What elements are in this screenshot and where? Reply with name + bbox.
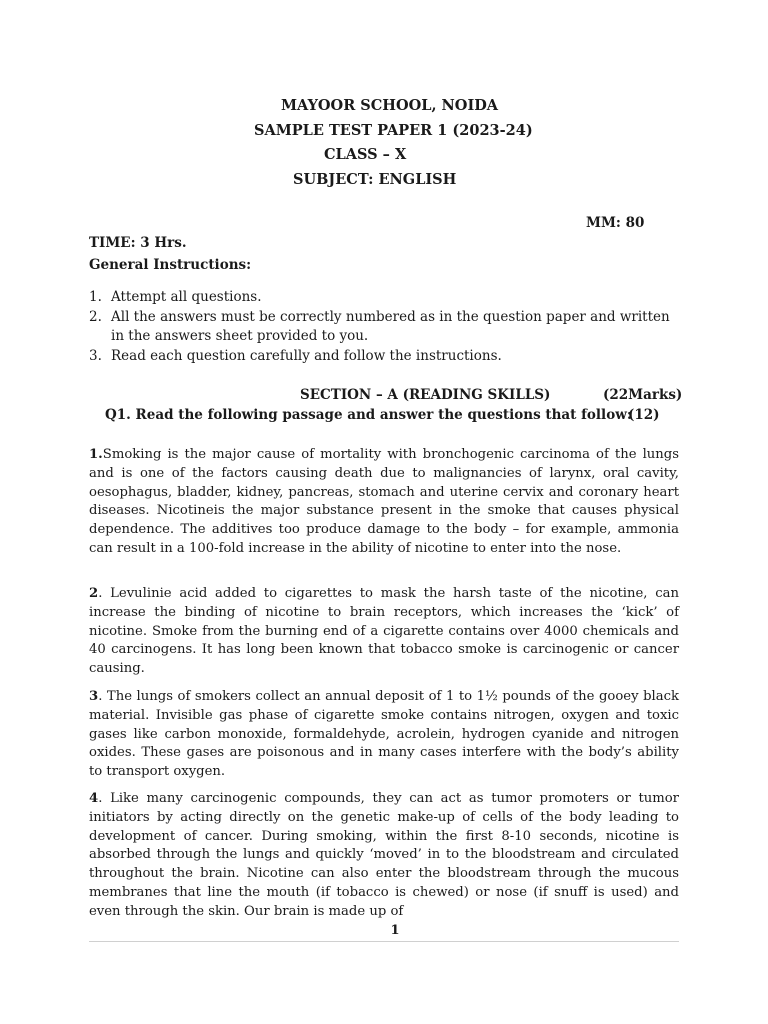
paper-title: SAMPLE TEST PAPER 1 (2023-24) — [254, 122, 533, 139]
paragraph-number: 3 — [89, 689, 99, 704]
instruction-number: 3. — [89, 347, 102, 364]
question-text: Q1. Read the following passage and answer the questions that follow: — [105, 407, 632, 423]
class-label: CLASS – X — [324, 146, 407, 163]
passage-paragraph-2 — [89, 585, 679, 679]
passage-paragraph-1 — [89, 446, 679, 559]
question-marks: (12) — [628, 407, 660, 423]
school-name: MAYOOR SCHOOL, NOIDA — [281, 97, 499, 114]
paragraph-number: 2 — [89, 586, 99, 601]
section-marks: (22Marks) — [603, 387, 683, 403]
instruction-number: 2. — [89, 308, 102, 325]
passage-paragraph-3 — [89, 688, 679, 782]
instruction-text: Read each question carefully and follow the instructions. — [111, 347, 502, 364]
instructions-heading: General Instructions: — [89, 257, 252, 273]
subject-label: SUBJECT: ENGLISH — [293, 171, 457, 188]
max-marks: MM: 80 — [586, 215, 645, 231]
instruction-item — [89, 347, 679, 367]
paragraph-text: Smoking is the major cause of mortality with bronchogenic carcinoma of the lungs and is one of the factors causing death due to malignancies of larynx, oral cavity, oesophagus, bladder, kidney, pancreas, stomach and uterine cervix and coronary heart diseases. Nicotineis the major substance present in the smoke that causes physical dependence. The additives too produce damage to the body – for example, ammonia can result in a 100-fold increase in the ability of nicotine to enter into the nose. — [89, 447, 679, 556]
page-number: 1 — [390, 923, 400, 938]
instructions-list — [89, 288, 679, 366]
instruction-text: Attempt all questions. — [111, 289, 262, 305]
instruction-item — [89, 308, 679, 347]
paragraph-number: 1. — [89, 447, 103, 462]
section-title: SECTION – A (READING SKILLS) — [300, 387, 551, 403]
passage-paragraph-4 — [89, 790, 679, 922]
paragraph-text: . Like many carcinogenic compounds, they can act as tumor promoters or tumor initiators by acting directly on the genetic make-up of cells of the body leading to development of cancer. During smoking, within the first 8-10 seconds, nicotine is absorbed through the lungs and quickly ‘moved’ in to the bloodstream and circulated throughout the brain. Nicotine can also enter the bloodstream through the mucous membranes that line the mouth (if tobacco is chewed) or nose (if snuff is used) and even through the skin. Our brain is made up of — [89, 791, 679, 919]
instruction-item — [89, 288, 679, 308]
instruction-number: 1. — [89, 289, 102, 305]
paragraph-number: 4 — [89, 791, 99, 806]
paragraph-text: . The lungs of smokers collect an annual deposit of 1 to 1½ pounds of the gooey black material. Invisible gas phase of cigarette smoke contains nitrogen, oxygen and toxic gases like carbon monoxide, formaldehyde, acrolein, hydrogen cyanide and nitrogen oxides. These gases are poisonous and in many cases interfere with the body’s ability to transport oxygen. — [89, 689, 679, 780]
instruction-text: All the answers must be correctly numbered as in the question paper and written in the answers sheet provided to you. — [111, 308, 670, 344]
paragraph-text: . Levulinie acid added to cigarettes to mask the harsh taste of the nicotine, can increase the binding of nicotine to brain receptors, which increases the ‘kick’ of nicotine. Smoke from the burning end of a cigarette contains over 4000 chemicals and 40 carcinogens. It has long been known that tobacco smoke is carcinogenic or cancer causing. — [89, 586, 679, 677]
footer-divider — [89, 941, 679, 942]
time-label: TIME: 3 Hrs. — [89, 235, 187, 251]
